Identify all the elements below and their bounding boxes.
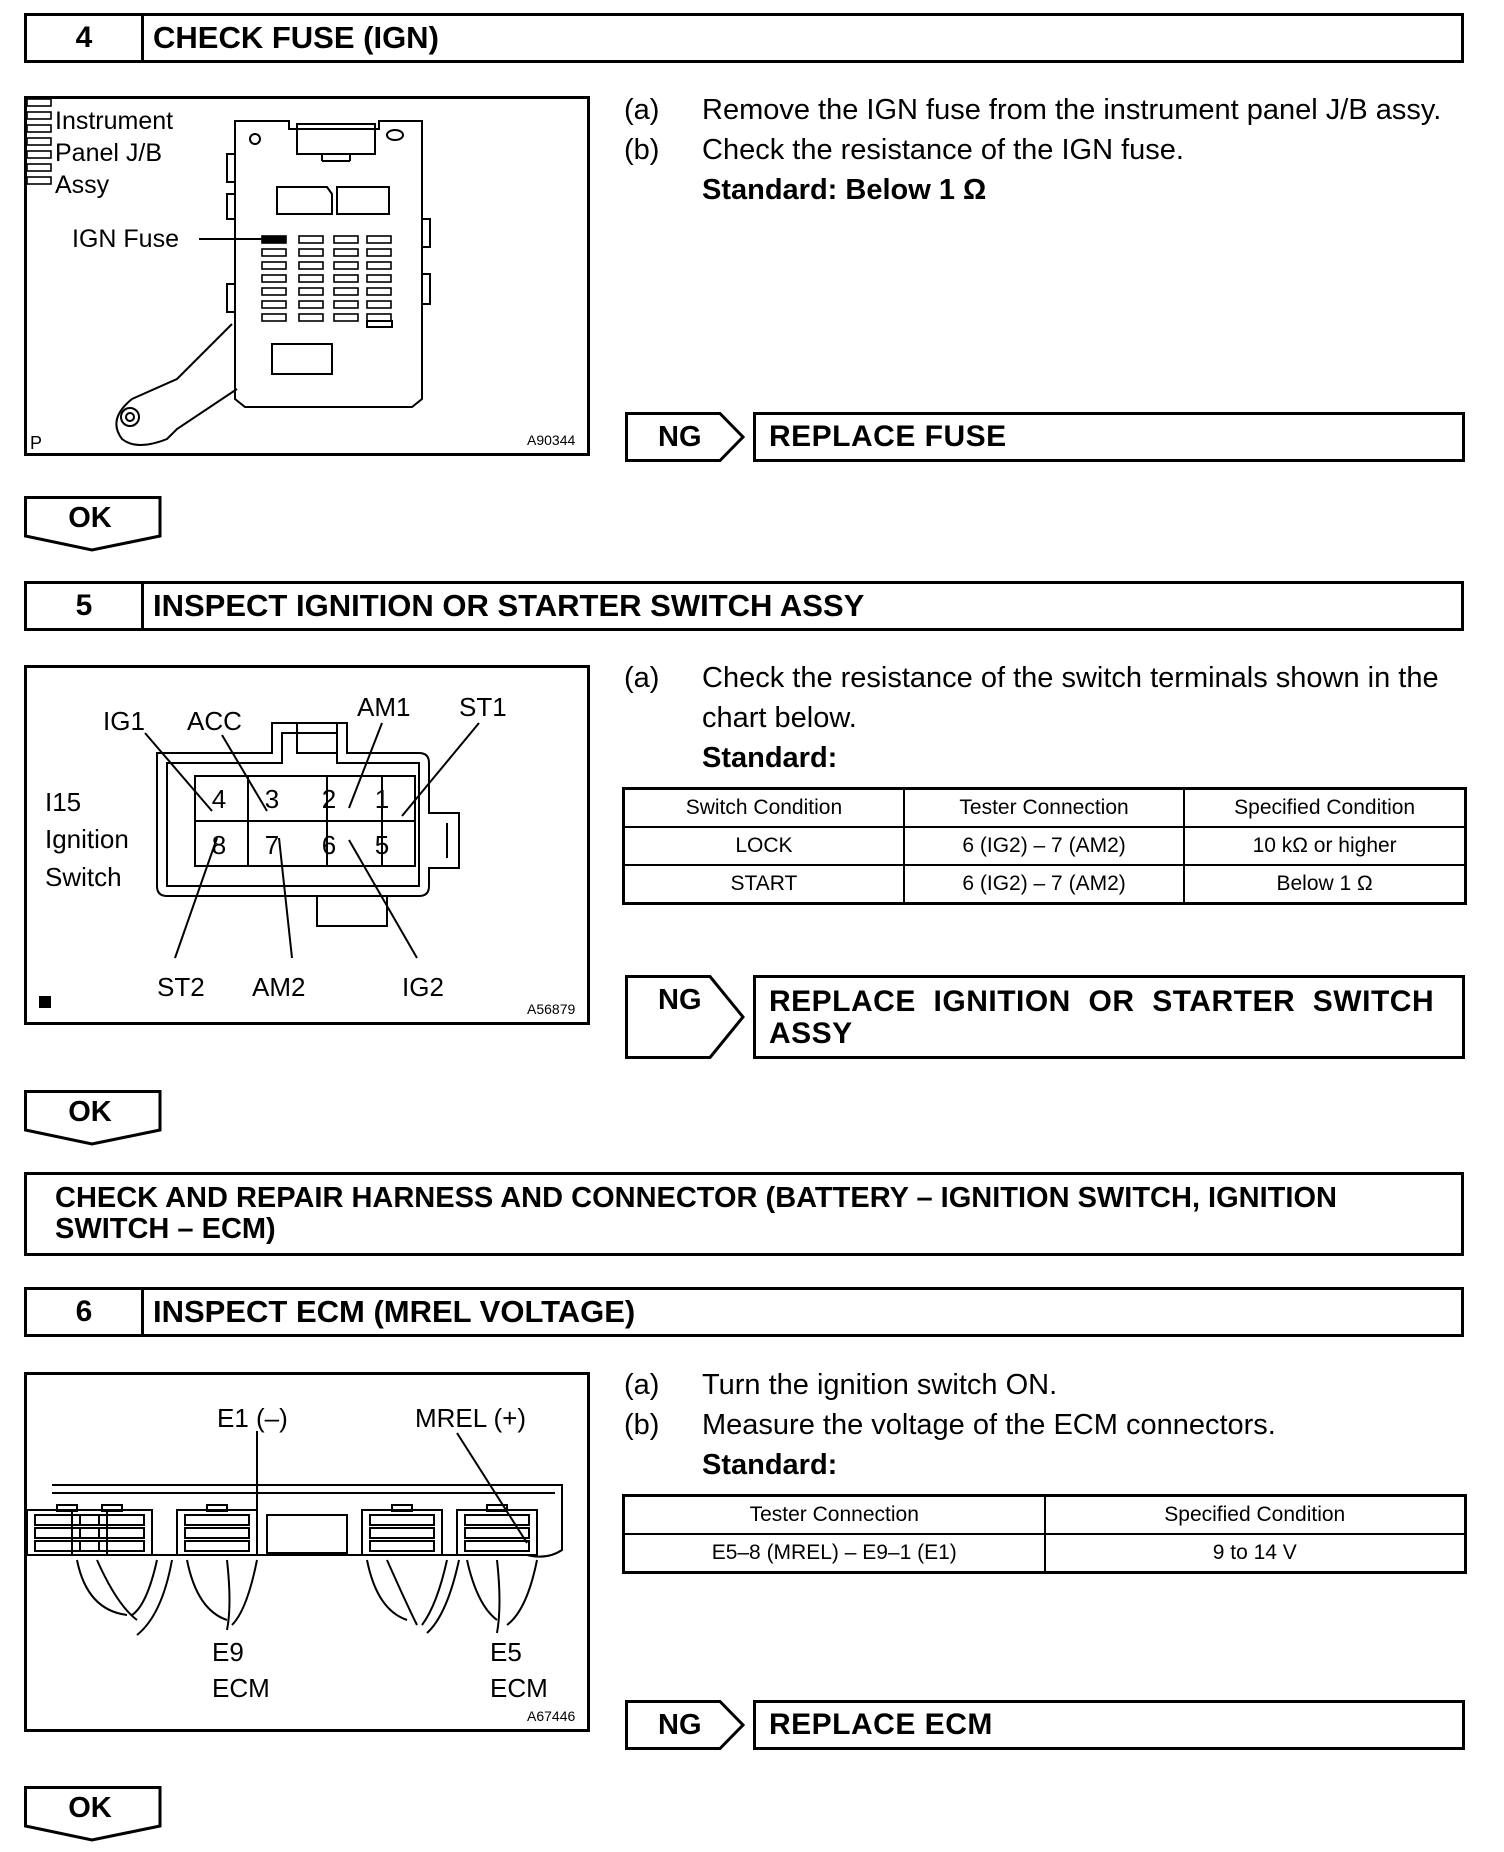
pin-label: 2 bbox=[321, 784, 337, 814]
junction-block-illustration bbox=[27, 99, 587, 453]
ok-label: OK bbox=[68, 1096, 112, 1128]
voltage-spec-table bbox=[622, 1494, 1467, 1574]
terminal-ig2-label: IG2 bbox=[402, 972, 444, 1002]
ng-action: REPLACE ECM bbox=[753, 1700, 1465, 1750]
connector-e5-label: E5 bbox=[490, 1637, 522, 1667]
step-label: (a) bbox=[624, 94, 660, 126]
repair-instruction-box bbox=[24, 1172, 1464, 1256]
terminal-st2-label: ST2 bbox=[157, 972, 205, 1002]
figure-corner-mark: P bbox=[30, 433, 43, 453]
step-number: 4 bbox=[27, 16, 144, 60]
standard-label: Standard: bbox=[702, 742, 838, 774]
figure-code: A56879 bbox=[527, 1001, 576, 1017]
step-label: (a) bbox=[624, 1369, 660, 1401]
terminal-am1-label: AM1 bbox=[357, 692, 411, 722]
step-label: (a) bbox=[624, 662, 660, 694]
connector-e9-label: E9 bbox=[212, 1637, 244, 1667]
ecm-connector-figure bbox=[24, 1372, 590, 1732]
step-text: Remove the IGN fuse from the instrument panel J/B assy. bbox=[702, 94, 1442, 126]
table-header-row bbox=[624, 1496, 1466, 1535]
figure-code: A67446 bbox=[527, 1708, 576, 1724]
pin-label: 4 bbox=[211, 784, 227, 814]
step-label: (b) bbox=[624, 134, 660, 166]
figure-code: A90344 bbox=[527, 432, 576, 448]
repair-line2: SWITCH – ECM) bbox=[55, 1213, 276, 1245]
step-title: CHECK FUSE (IGN) bbox=[153, 20, 439, 55]
ng-label: NG bbox=[658, 1708, 702, 1741]
step-title: INSPECT ECM (MREL VOLTAGE) bbox=[153, 1294, 636, 1329]
table-cell: E5–8 (MREL) – E9–1 (E1) bbox=[624, 1534, 1045, 1573]
ng-result-box bbox=[625, 1700, 1465, 1750]
table-cell: 6 (IG2) – 7 (AM2) bbox=[904, 865, 1184, 904]
pin-label: 8 bbox=[211, 830, 227, 860]
connector-illustration bbox=[27, 668, 587, 1022]
table-cell: 10 kΩ or higher bbox=[1184, 827, 1465, 865]
ng-action-line2: ASSY bbox=[769, 1017, 853, 1050]
ng-action-line1: REPLACE IGNITION OR STARTER SWITCH bbox=[769, 985, 1435, 1018]
ok-label: OK bbox=[68, 502, 112, 534]
table-cell: LOCK bbox=[624, 827, 904, 865]
connector-label-line3: Switch bbox=[45, 862, 122, 892]
table-row bbox=[624, 827, 1466, 865]
ng-label: NG bbox=[658, 420, 702, 453]
step-5-header bbox=[24, 581, 1464, 631]
step-text: Turn the ignition switch ON. bbox=[702, 1369, 1058, 1401]
ignition-switch-connector-figure bbox=[24, 665, 590, 1025]
ng-action: REPLACE FUSE bbox=[753, 412, 1465, 462]
table-header-row bbox=[624, 789, 1466, 828]
corner-mark-icon bbox=[39, 996, 51, 1008]
terminal-am2-label: AM2 bbox=[252, 972, 306, 1002]
terminal-st1-label: ST1 bbox=[459, 692, 507, 722]
table-header: Specified Condition bbox=[1184, 789, 1465, 828]
terminal-acc-label: ACC bbox=[187, 706, 242, 736]
step-text: Measure the voltage of the ECM connectors. bbox=[702, 1409, 1276, 1441]
figure-label-line2: Panel J/B bbox=[55, 139, 163, 167]
connector-label-line2: Ignition bbox=[45, 824, 129, 854]
step-6-header bbox=[24, 1287, 1464, 1337]
ecm-label-right: ECM bbox=[490, 1673, 548, 1703]
table-cell: START bbox=[624, 865, 904, 904]
figure-label-line3: Assy bbox=[55, 171, 110, 199]
standard-value: Standard: Below 1 Ω bbox=[702, 174, 987, 206]
table-header: Tester Connection bbox=[904, 789, 1184, 828]
table-row bbox=[624, 1534, 1466, 1573]
step-4-header bbox=[24, 13, 1464, 63]
resistance-spec-table bbox=[622, 787, 1467, 905]
pin-label: 5 bbox=[374, 830, 390, 860]
table-row bbox=[624, 865, 1466, 904]
pin-label: 1 bbox=[374, 784, 390, 814]
ok-label: OK bbox=[68, 1792, 112, 1824]
table-header: Specified Condition bbox=[1045, 1496, 1466, 1535]
pin-label: 7 bbox=[264, 830, 280, 860]
connector-label-line1: I15 bbox=[45, 787, 82, 817]
table-header: Tester Connection bbox=[624, 1496, 1045, 1535]
fuse-box-figure bbox=[24, 96, 590, 456]
ecm-illustration bbox=[27, 1375, 587, 1729]
step-title: INSPECT IGNITION OR STARTER SWITCH ASSY bbox=[153, 588, 865, 623]
terminal-mrel-label: MREL (+) bbox=[415, 1403, 526, 1433]
table-cell: 6 (IG2) – 7 (AM2) bbox=[904, 827, 1184, 865]
step-number: 5 bbox=[27, 584, 144, 628]
table-cell: 9 to 14 V bbox=[1045, 1534, 1466, 1573]
ng-result-box bbox=[625, 975, 1465, 1059]
figure-label-line1: Instrument bbox=[55, 107, 174, 135]
terminal-ig1-label: IG1 bbox=[103, 706, 145, 736]
table-header: Switch Condition bbox=[624, 789, 904, 828]
ng-result-box bbox=[625, 412, 1465, 462]
table-cell: Below 1 Ω bbox=[1184, 865, 1465, 904]
terminal-e1-label: E1 (–) bbox=[217, 1403, 288, 1433]
step-text: Check the resistance of the switch terminals shown in the bbox=[702, 662, 1439, 694]
repair-line1: CHECK AND REPAIR HARNESS AND CONNECTOR (BATTERY – IGNITION SWITCH, IGNITION bbox=[55, 1182, 1337, 1214]
standard-label: Standard: bbox=[702, 1449, 838, 1481]
ok-arrow bbox=[24, 1090, 162, 1146]
ng-action bbox=[753, 975, 1465, 1059]
ok-arrow bbox=[24, 1786, 162, 1842]
ng-label: NG bbox=[658, 983, 702, 1016]
pin-label: 3 bbox=[264, 784, 280, 814]
ok-arrow bbox=[24, 496, 162, 552]
step-label: (b) bbox=[624, 1409, 660, 1441]
ecm-label-left: ECM bbox=[212, 1673, 270, 1703]
step-text: Check the resistance of the IGN fuse. bbox=[702, 134, 1184, 166]
ign-fuse-label: IGN Fuse bbox=[72, 225, 179, 253]
pin-label: 6 bbox=[321, 830, 337, 860]
step-number: 6 bbox=[27, 1290, 144, 1334]
instruction-a-continued: chart below. bbox=[702, 702, 857, 734]
